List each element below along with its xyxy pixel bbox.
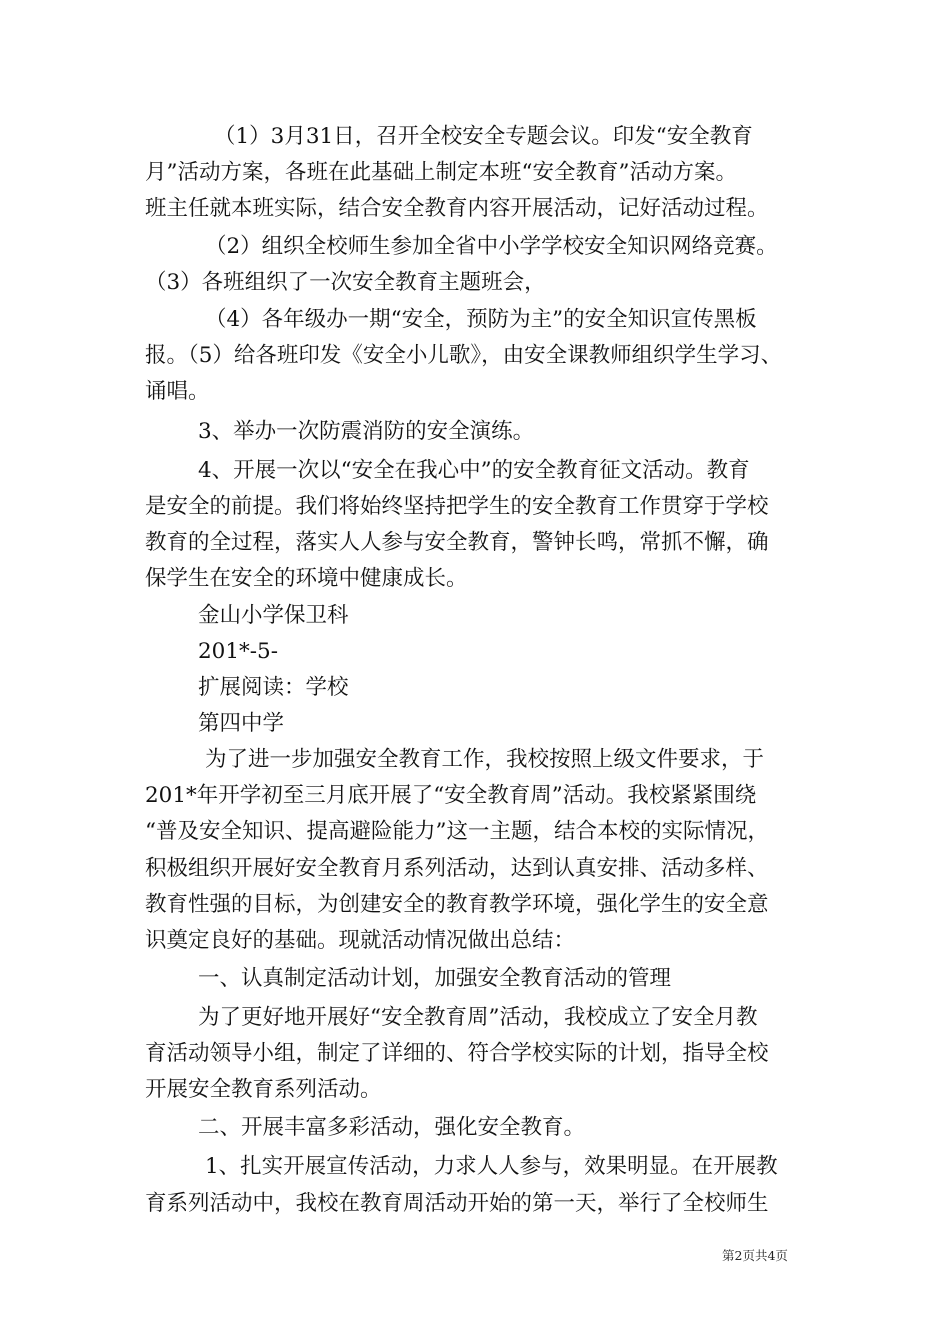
paragraph-line: 报。（5）给各班印发《安全小儿歌》，由安全课教师组织学生学习、 [145, 343, 783, 368]
heading-line: 二、开展丰富多彩活动，强化安全教育。 [198, 1115, 586, 1140]
section-title: 第四中学 [198, 711, 285, 736]
paragraph-line: “普及安全知识、提高避险能力”这一主题，结合本校的实际情况， [145, 819, 769, 844]
paragraph-line: 积极组织开展好安全教育月系列活动，达到认真安排、活动多样、 [145, 856, 769, 881]
paragraph-line: 为了更好地开展好“安全教育周”活动，我校成立了安全月教 [198, 1005, 758, 1030]
signature-line: 金山小学保卫科 [198, 603, 349, 628]
paragraph-line: 开展安全教育系列活动。 [145, 1077, 382, 1102]
paragraph-line: 教育性强的目标，为创建安全的教育教学环境，强化学生的安全意 [145, 892, 769, 917]
paragraph-line: 4、开展一次以“安全在我心中”的安全教育征文活动。教育 [198, 458, 750, 483]
paragraph-line: 3、举办一次防震消防的安全演练。 [198, 419, 535, 444]
paragraph-line: 育系列活动中，我校在教育周活动开始的第一天，举行了全校师生 [145, 1191, 769, 1216]
paragraph-line: 班主任就本班实际，结合安全教育内容开展活动，记好活动过程。 [145, 196, 769, 221]
extended-reading-label: 扩展阅读：学校 [198, 675, 349, 700]
paragraph-line: （1）3月31日，召开全校安全专题会议。印发“安全教育 [214, 124, 753, 149]
paragraph-line: （2）组织全校师生参加全省中小学学校安全知识网络竞赛。 [205, 234, 778, 259]
paragraph-line: 识奠定良好的基础。现就活动情况做出总结： [145, 928, 576, 953]
paragraph-line: （3）各班组织了一次安全教育主题班会， [145, 270, 546, 295]
heading-line: 一、认真制定活动计划，加强安全教育活动的管理 [198, 966, 672, 991]
paragraph-line: （4）各年级办一期“安全，预防为主”的安全知识宣传黑板 [205, 307, 757, 332]
paragraph-line: 1、扎实开展宣传活动，力求人人参与，效果明显。在开展教 [205, 1154, 778, 1179]
paragraph-line: 育活动领导小组，制定了详细的、符合学校实际的计划，指导全校 [145, 1041, 769, 1066]
paragraph-line: 201*年开学初至三月底开展了“安全教育周”活动。我校紧紧围绕 [145, 783, 757, 808]
page-number: 第2页共4页 [722, 1248, 788, 1263]
paragraph-line: 保学生在安全的环境中健康成长。 [145, 566, 468, 591]
paragraph-line: 诵唱。 [145, 379, 210, 404]
date-line: 201*-5- [198, 639, 278, 664]
paragraph-line: 是安全的前提。我们将始终坚持把学生的安全教育工作贯穿于学校 [145, 494, 769, 519]
paragraph-line: 月”活动方案，各班在此基础上制定本班“安全教育”活动方案。 [145, 160, 737, 185]
paragraph-line: 为了进一步加强安全教育工作，我校按照上级文件要求，于 [205, 747, 765, 772]
paragraph-line: 教育的全过程，落实人人参与安全教育，警钟长鸣，常抓不懈，确 [145, 530, 769, 555]
